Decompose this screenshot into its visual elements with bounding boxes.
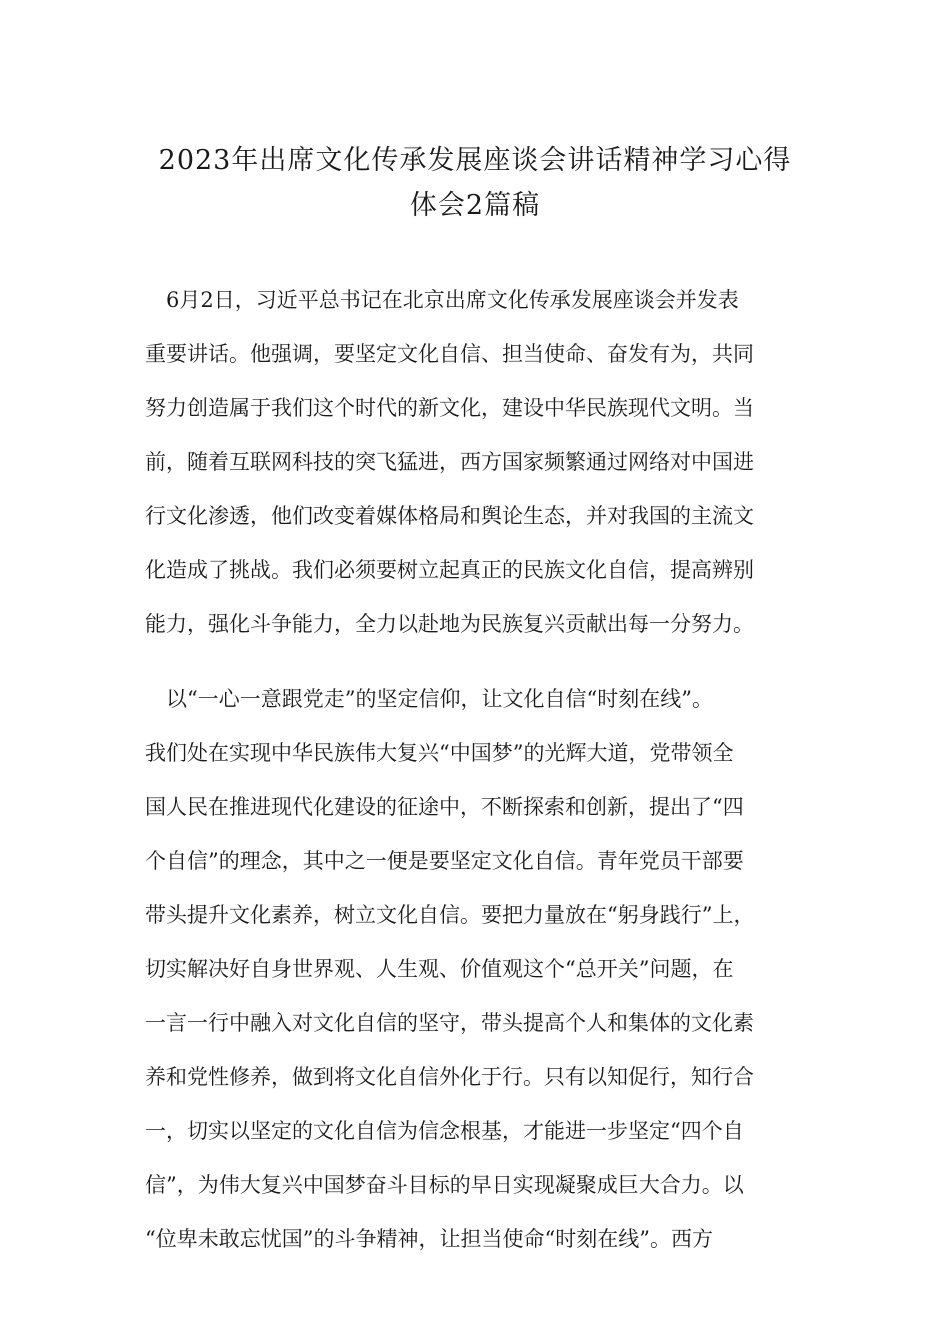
paragraph-line: 信”，为伟大复兴中国梦奋斗目标的早日实现凝聚成巨大合力。以: [145, 1173, 744, 1197]
paragraph-line: 我们处在实现中华民族伟大复兴“中国梦”的光辉大道，党带领全: [145, 741, 734, 765]
document-title-line-2: 体会2篇稿: [409, 190, 541, 221]
paragraph-line: 一言一行中融入对文化自信的坚守，带头提高个人和集体的文化素: [145, 1011, 754, 1035]
paragraph-line: 带头提升文化素养，树立文化自信。要把力量放在“躬身践行”上，: [145, 903, 755, 927]
paragraph-line: 行文化渗透，他们改变着媒体格局和舆论生态，并对我国的主流文: [145, 504, 754, 528]
paragraph-line: 一，切实以坚定的文化自信为信念根基，才能进一步坚定“四个自: [145, 1119, 744, 1143]
document-title-line-1: 2023年出席文化传承发展座谈会讲话精神学习心得: [158, 145, 792, 176]
paragraph-line: 重要讲话。他强调，要坚定文化自信、担当使命、奋发有为，共同: [145, 342, 754, 366]
paragraph-line: 切实解决好自身世界观、人生观、价值观这个“总开关”问题，在: [145, 957, 734, 981]
paragraph-line: 6月2日，习近平总书记在北京出席文化传承发展座谈会并发表: [145, 288, 739, 312]
paragraph-line: 个自信”的理念，其中之一便是要坚定文化自信。青年党员干部要: [145, 849, 744, 873]
paragraph-line: 国人民在推进现代化建设的征途中，不断探索和创新，提出了“四: [145, 795, 744, 819]
paragraph-line: 以“一心一意跟党走”的坚定信仰，让文化自信“时刻在线”。: [145, 687, 713, 711]
paragraph-line: 前，随着互联网科技的突飞猛进，西方国家频繁通过网络对中国进: [145, 450, 754, 474]
paragraph-line: “位卑未敢忘忧国”的斗争精神，让担当使命“时刻在线”。西方: [145, 1227, 713, 1251]
paragraph-line: 努力创造属于我们这个时代的新文化，建设中华民族现代文明。当: [145, 396, 754, 420]
paragraph-line: 能力，强化斗争能力，全力以赴地为民族复兴贡献出每一分努力。: [145, 612, 754, 636]
paragraph-line: 化造成了挑战。我们必须要树立起真正的民族文化自信，提高辨别: [145, 558, 754, 582]
paragraph-line: 养和党性修养，做到将文化自信外化于行。只有以知促行，知行合: [145, 1065, 754, 1089]
